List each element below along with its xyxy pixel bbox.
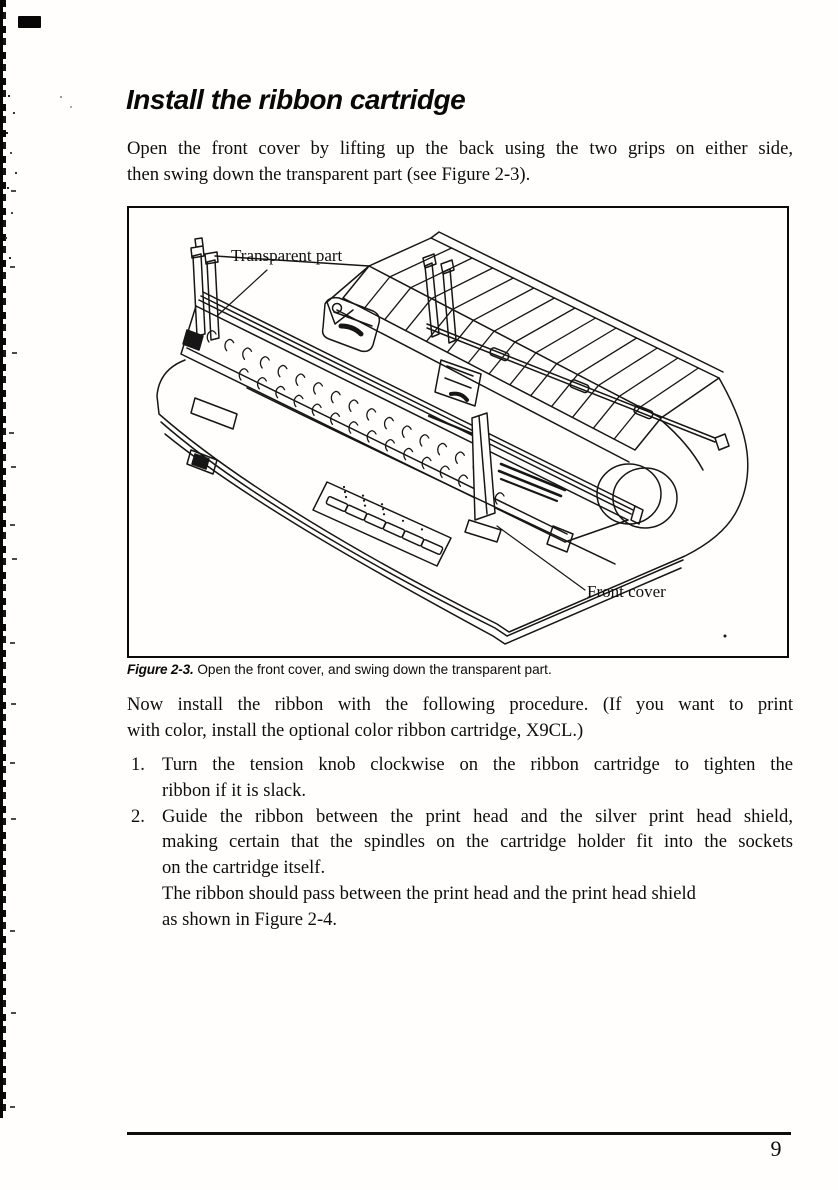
figure-caption-tag: Figure 2-3. [127,662,194,677]
section-heading: Install the ribbon cartridge [126,84,466,115]
procedure-paragraph [127,692,793,744]
procedure-steps [127,752,793,933]
text-line: with color, install the optional color ribbon cartridge, X9CL.) [127,719,584,741]
text-line: making certain that the spindles on the cartridge holder fit into the sockets [162,831,793,853]
step-number: 1. [131,754,145,775]
footer-rule [127,1132,791,1135]
printer-illustration [129,208,787,656]
figure-frame [127,206,789,658]
text-line: Turn the tension knob clockwise on the ribbon cartridge to tighten the [162,754,793,775]
procedure-step [127,804,793,933]
text-line: ribbon if it is slack. [162,779,307,801]
text-line: Now install the ribbon with the following procedure. (If you want to print [127,694,793,715]
procedure-step [127,752,793,804]
text-line: Open the front cover by lifting up the back using the two grips on either side, [127,138,793,159]
intro-paragraph [127,136,793,188]
text-line: then swing down the transparent part (see Figure 2-3). [127,163,531,185]
text-line: on the cartridge itself. [162,857,326,879]
page-number: 9 [770,1136,782,1161]
figure-label-transparent-part: Transparent part [231,246,343,265]
text-line: The ribbon should pass between the print head and the print head shield [162,882,696,904]
figure-label-front-cover: Front cover [587,582,666,601]
margin-dash-artifacts [9,0,14,2]
step-number: 2. [131,805,145,827]
scan-speckles [0,0,2,2]
text-line: as shown in Figure 2-4. [162,908,338,930]
figure-caption [127,662,793,677]
figure-caption-text: Open the front cover, and swing down the transparent part. [193,662,552,677]
corner-ink-mark [18,16,41,28]
text-line: Guide the ribbon between the print head and the silver print head shield, [162,805,793,827]
scan-edge-ragged-artifact [3,0,6,1118]
